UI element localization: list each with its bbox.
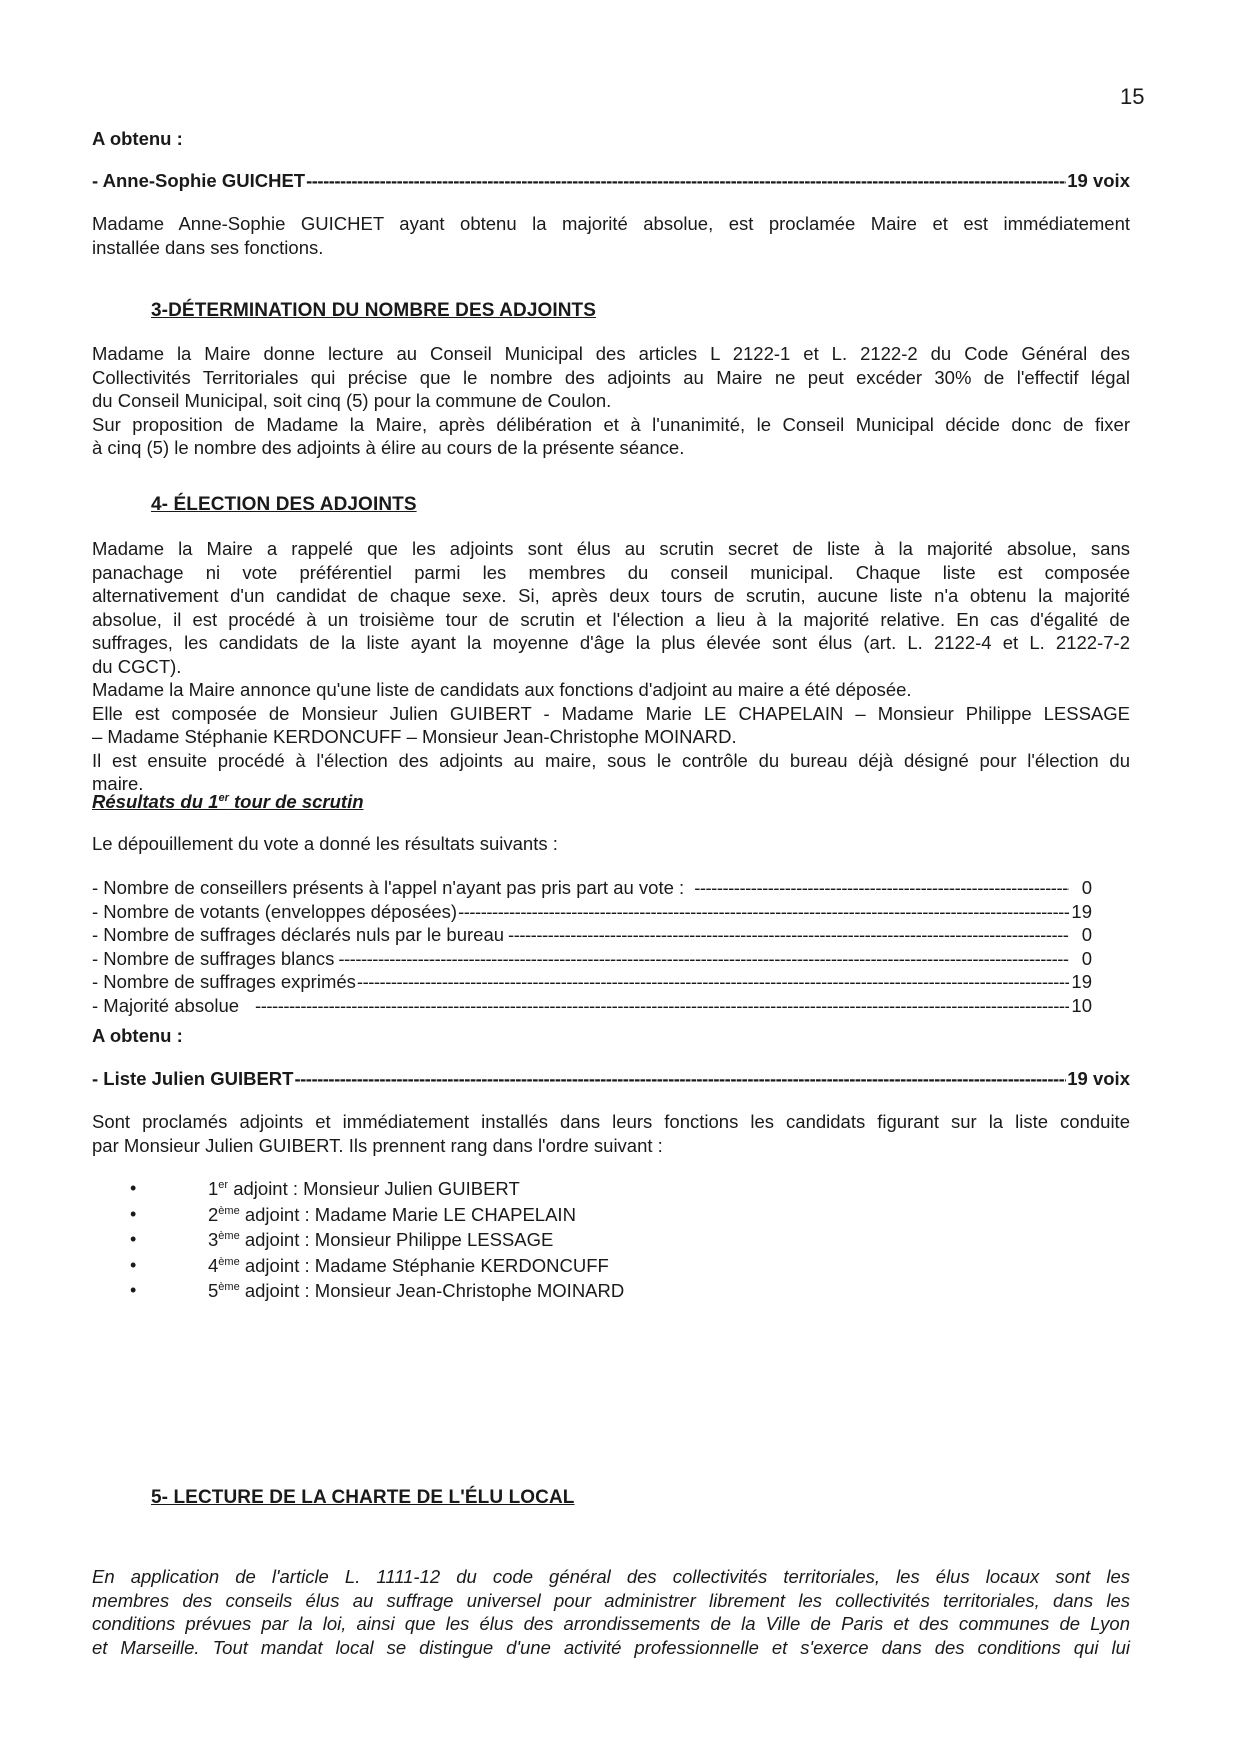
results-subheading: Résultats du 1er tour de scrutin: [92, 791, 364, 812]
obtained-label: A obtenu :: [92, 128, 183, 149]
list-obtained-label: A obtenu :: [92, 1025, 183, 1046]
bullet-icon: •: [130, 1178, 137, 1198]
page-number: 15: [1120, 84, 1145, 109]
stat-row: - Nombre de suffrages exprimés ----- 19: [92, 970, 1092, 994]
mayor-candidate: - Anne-Sophie GUICHET: [92, 170, 306, 191]
dotted-leader: [338, 947, 1069, 971]
list-item: • 1er adjoint : Monsieur Julien GUIBERT: [130, 1176, 624, 1202]
adjoints-list: [130, 1176, 624, 1304]
stat-row: - Nombre de votants (enveloppes déposées) ----- 19: [92, 900, 1092, 924]
list-vote-row: [92, 1068, 1130, 1090]
section-4-heading: 4- ÉLECTION DES ADJOINTS: [151, 494, 417, 515]
dotted-leader: [508, 923, 1069, 947]
list-item: • 5ème adjoint : Monsieur Jean-Christophe MOINARD: [130, 1278, 624, 1304]
list-item: • 4ème adjoint : Madame Stéphanie KERDONCUFF: [130, 1253, 624, 1279]
mayor-vote-row: [92, 170, 1130, 192]
dotted-leader: [255, 994, 1069, 1018]
mayor-votes: 19 voix: [1067, 170, 1130, 191]
dotted-leader: [294, 1068, 1066, 1090]
section-3-body: Madame la Maire donne lecture au Conseil Municipal des articles L 2122-1 et L. 2122-2 du Code Général des Collectivités Territoriales qui précise que le nombre des adjoints au Maire ne peut excéder 30% de l'effectif légal du Conseil Municipal, soit cinq (5) pour la commune de Coulon. Sur proposition de Madame la Maire, après délibération et à l'unanimité, le Conseil Municipal décide donc de fixer à cinq (5) le nombre des adjoints à élire au cours de la présente séance.: [92, 343, 1130, 458]
bullet-icon: •: [130, 1280, 137, 1300]
section-5-heading: 5- LECTURE DE LA CHARTE DE L'ÉLU LOCAL: [151, 1487, 575, 1508]
mayor-proclamation: Madame Anne-Sophie GUICHET ayant obtenu la majorité absolue, est proclamée Maire et est immédiatement installée dans ses fonctions.: [92, 213, 1130, 258]
stat-row: - Majorité absolue ----- 10: [92, 994, 1092, 1018]
results-intro: Le dépouillement du vote a donné les résultats suivants :: [92, 833, 558, 854]
stat-row: - Nombre de suffrages déclarés nuls par le bureau ----- 0: [92, 923, 1092, 947]
bullet-icon: •: [130, 1254, 137, 1275]
dotted-leader: [694, 876, 1069, 900]
adjoints-proclamation: Sont proclamés adjoints et immédiatement installés dans leurs fonctions les candidats figurant sur la liste conduite par Monsieur Julien GUIBERT. Ils prennent rang dans l'ordre suivant :: [92, 1111, 1130, 1156]
list-candidate: - Liste Julien GUIBERT: [92, 1068, 294, 1089]
list-votes: 19 voix: [1067, 1068, 1130, 1089]
list-item: • 2ème adjoint : Madame Marie LE CHAPELAIN: [130, 1202, 624, 1228]
stat-row: - Nombre de suffrages blancs ----- 0: [92, 947, 1092, 971]
dotted-leader: [357, 970, 1069, 994]
section-5-body: En application de l'article L. 1111-12 du code général des collectivités territoriales, les élus locaux sont les membres des conseils élus au suffrage universel pour administrer librement les collectivités territoriales, dans les conditions prévues par la loi, ainsi que les élus des arrondissements de la Ville de Paris et des communes de Lyon et Marseille. Tout mandat local se distingue d'une activité professionnelle et s'exerce dans des conditions qui lui: [92, 1566, 1130, 1658]
dotted-leader: [458, 900, 1069, 924]
bullet-icon: •: [130, 1203, 137, 1224]
stat-row: - Nombre de conseillers présents à l'appel n'ayant pas pris part au vote : ----- 0: [92, 876, 1092, 900]
bullet-icon: •: [130, 1229, 137, 1249]
section-4-body: Madame la Maire a rappelé que les adjoints sont élus au scrutin secret de liste à la majorité absolue, sans panachage ni vote préférentiel parmi les membres du conseil municipal. Chaque liste est composée alternativement d'un candidat de chaque sexe. Si, après deux tours de scrutin, aucune liste n'a obtenu la majorité absolue, il est procédé à un troisième tour de scrutin et l'élection a lieu à la majorité relative. En cas d'égalité de suffrages, les candidats de la liste ayant la moyenne d'âge la plus élevée sont élus (art. L. 2122-4 et L. 2122-7-2 du CGCT). Madame la Maire annonce qu'une liste de candidats aux fonctions d'adjoint au maire a été déposée. Elle est composée de Monsieur Julien GUIBERT - Madame Marie LE CHAPELAIN – Monsieur Philippe LESSAGE – Madame Stéphanie KERDONCUFF – Monsieur Jean-Christophe MOINARD. Il est ensuite procédé à l'élection des adjoints au maire, sous le contrôle du bureau déjà désigné pour l'élection du maire.: [92, 538, 1130, 794]
vote-statistics: [92, 876, 1092, 1017]
section-3-heading: 3-DÉTERMINATION DU NOMBRE DES ADJOINTS: [151, 300, 597, 321]
dotted-leader: [306, 170, 1066, 192]
list-item: • 3ème adjoint : Monsieur Philippe LESSAGE: [130, 1227, 624, 1253]
